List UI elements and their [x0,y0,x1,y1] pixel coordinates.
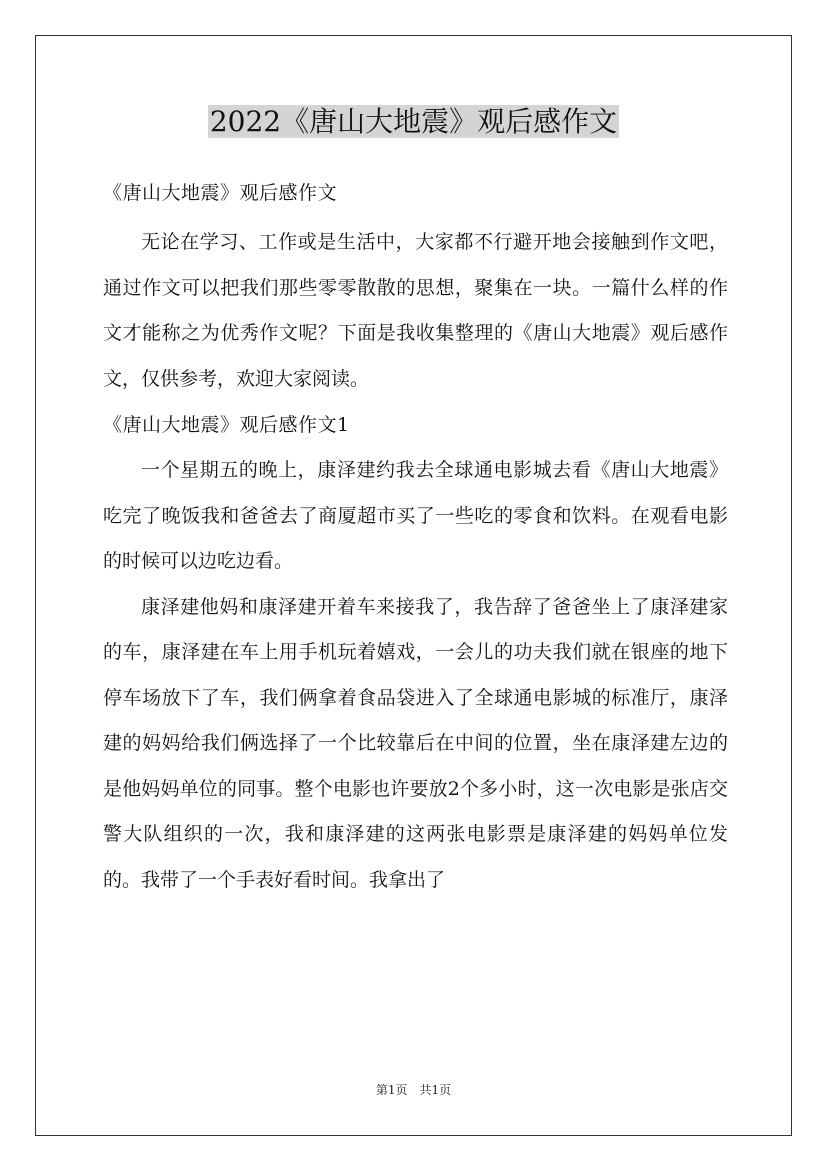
subtitle-heading: 《唐山大地震》观后感作文 [103,182,338,204]
page-footer [0,1082,827,1098]
intro-paragraph: 无论在学习、工作或是生活中，大家都不行避开地会接触到作文吧，通过作文可以把我们那些零零散散的思想，聚集在一块。一篇什么样的作文才能称之为优秀作文呢？下面是我收集整理的《唐山大地震》观后感作文，仅供参考，欢迎大家阅读。 [103,231,728,390]
document-title-text: 2022《唐山大地震》观后感作文 [209,105,618,138]
body-paragraph-2: 康泽建他妈和康泽建开着车来接我了，我告辞了爸爸坐上了康泽建家的车，康泽建在车上用手机玩着嬉戏，一会儿的功夫我们就在银座的地下停车场放下了车，我们俩拿着食品袋进入了全球通电影城的标准厅，康泽建的妈妈给我们俩选择了一个比较靠后在中间的位置，坐在康泽建左边的是他妈妈单位的同事。整个电影也许要放2个多小时，这一次电影是张店交警大队组织的一次，我和康泽建的这两张电影票是康泽建的妈妈单位发的。我带了一个手表好看时间。我拿出了 [103,595,728,891]
document-title [0,100,827,144]
document-body [103,170,728,903]
section-heading: 《唐山大地震》观后感作文1 [103,414,350,436]
page-number: 第1页 共1页 [375,1083,452,1097]
body-paragraph-1: 一个星期五的晚上，康泽建约我去全球通电影城去看《唐山大地震》吃完了晚饭我和爸爸去了商厦超市买了一些吃的零食和饮料。在观看电影的时候可以边吃边看。 [103,459,728,572]
